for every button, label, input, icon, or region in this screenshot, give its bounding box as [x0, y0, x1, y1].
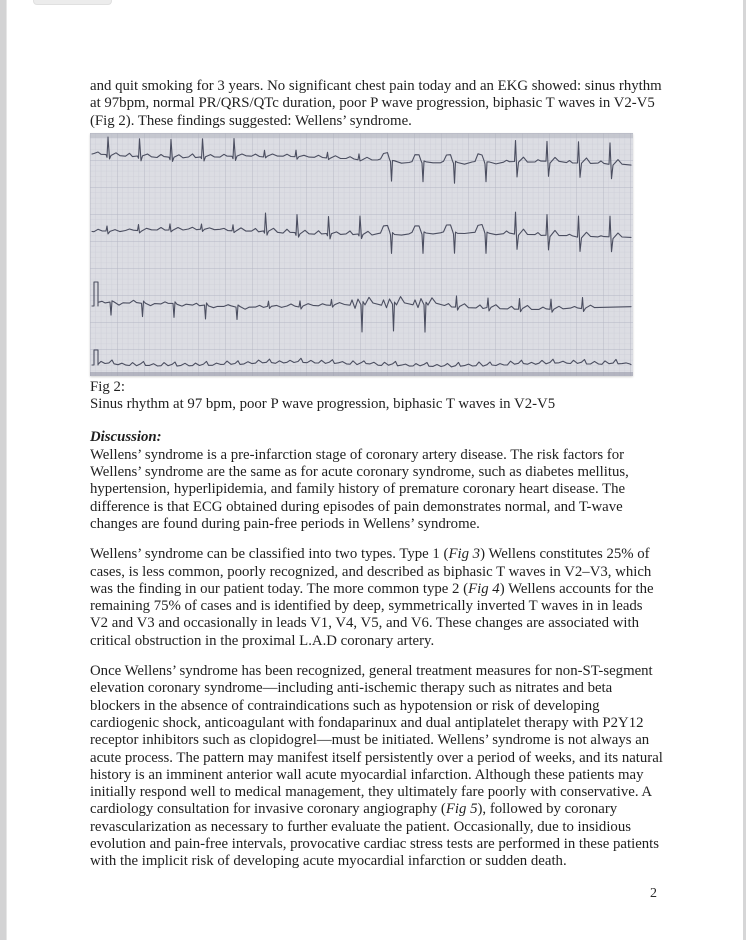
ecg-grid — [90, 133, 633, 376]
page-content — [90, 78, 664, 871]
page-number: 2 — [650, 886, 657, 901]
ecg-image — [90, 133, 633, 376]
figure-caption: Sinus rhythm at 97 bpm, poor P wave progression, biphasic T waves in V2-V5 — [90, 396, 556, 413]
top-page-remnant — [33, 0, 112, 5]
discussion-paragraph-2: Wellens’ syndrome can be classified into two types. Type 1 (Fig 3) Wellens constitutes 25% of cases, is less common, poorly recognized, and described as biphasic T waves in V2–V3, which was the finding in our patient today. The more common type 2 (Fig 4) Wellens accounts for the remaining 75% of cases and is identified by deep, symmetrically inverted T waves in in leads V2 and V3 and occasionally in leads V1, V4, V5, and V6. These changes are associated with critical obstruction in the proximal L.A.D coronary artery. — [90, 546, 654, 649]
page-edge-left — [0, 0, 7, 940]
discussion-paragraph-3: Once Wellens’ syndrome has been recognized, general treatment measures for non-ST-segment elevation coronary syndrome—including anti-ischemic therapy such as nitrates and beta blockers in the absence of contraindications such as hypotension or risk of developing cardiogenic shock, anticoagulant with fondaparinux and dual antiplatelet therapy with P2Y12 receptor inhibitors such as clopidogrel—must be initiated. Wellens’ syndrome is not always an acute process. The pattern may manifest itself persistently over a period of weeks, and its natural history is an imminent anterior wall acute myocardial infarction. Although these patients may initially respond well to medical management, they ultimately fare poorly with conservative. A cardiology consultation for invasive coronary angiography (Fig 5), followed by coronary revascularization as necessary to further evaluate the patient. Occasionally, due to insidious evolution and pain-free intervals, provocative cardiac stress tests are performed in these patients with the implicit risk of developing acute myocardial infarction or sudden death. — [90, 663, 663, 870]
figure-caption-block — [90, 379, 664, 414]
intro-paragraph: and quit smoking for 3 years. No significant chest pain today and an EKG showed: sinus rhythm at 97bpm, normal PR/QRS/QTc duration, poor P wave progression, biphasic T waves in V2-V5 (Fig 2). These findings suggested: Wellens’ syndrome. — [90, 78, 662, 129]
figure-label: Fig 2: — [90, 378, 125, 395]
discussion-heading: Discussion: — [90, 429, 162, 446]
discussion-paragraph-1: Wellens’ syndrome is a pre-infarction stage of coronary artery disease. The risk factors for Wellens’ syndrome are the same as for acute coronary syndrome, such as diabetes mellitus, hypertension, hyperlipidemia, and family history of premature coronary heart disease. The difference is that ECG obtained during episodes of pain demonstrates normal, and T-wave changes are found during pain-free periods in Wellens’ syndrome. — [90, 446, 629, 532]
ecg-top-shadow — [90, 133, 633, 138]
page-edge-right — [743, 0, 746, 940]
ecg-figure — [90, 133, 664, 414]
ecg-bottom-shadow — [90, 372, 633, 376]
